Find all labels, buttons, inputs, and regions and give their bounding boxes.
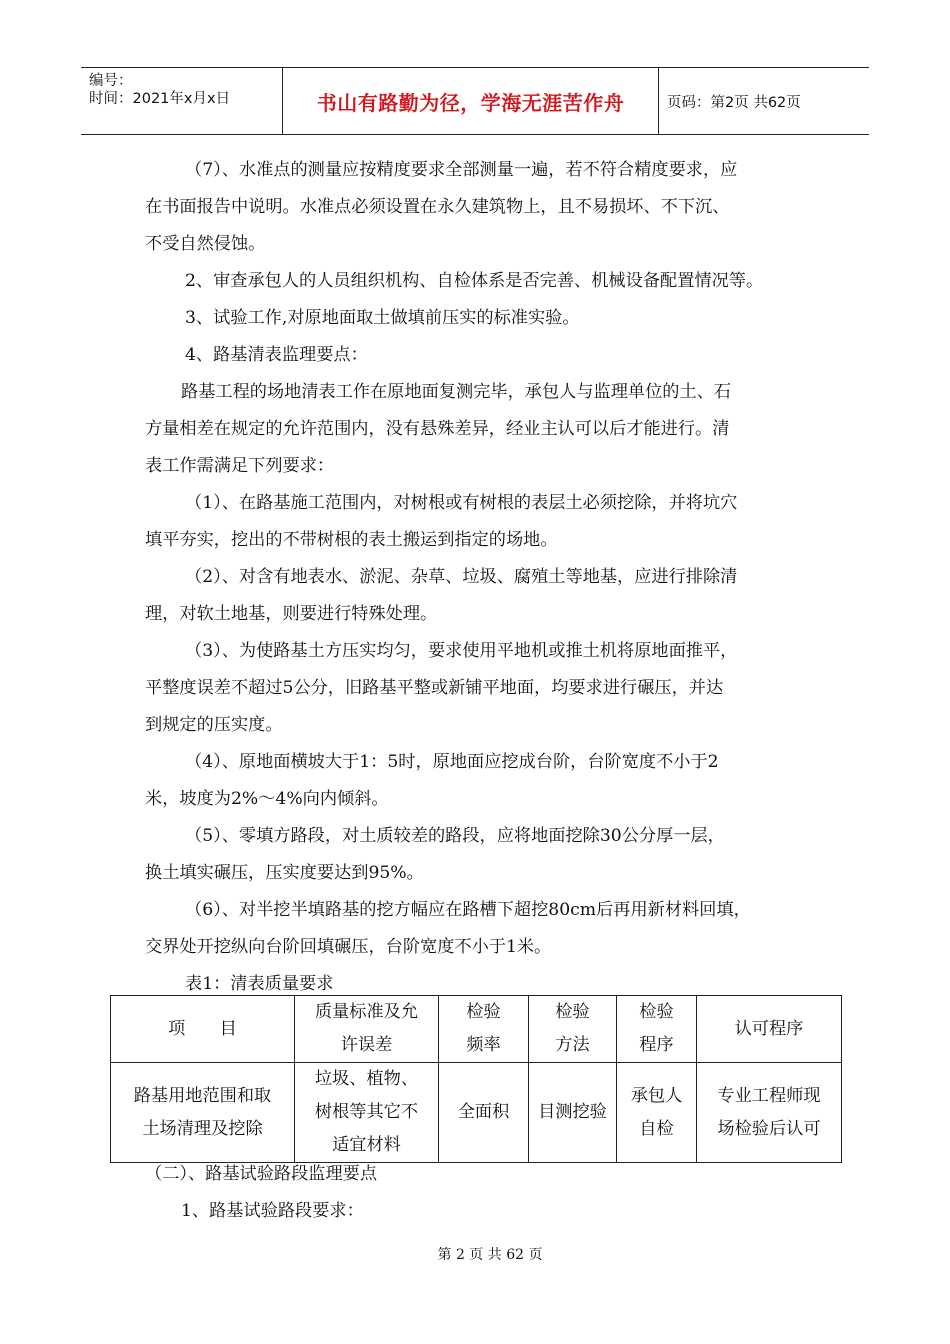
header-cell: 检验 程序: [617, 996, 697, 1063]
header-cell: 检验 方法: [529, 996, 617, 1063]
page-header: [81, 67, 869, 135]
body-text: [145, 152, 817, 1003]
paragraph-line: （5）、零填方路段，对土质较差的路段，应将地面挖除30公分厚一层，: [185, 826, 725, 846]
time-label: 时间：2021年x月x日: [89, 91, 231, 107]
paragraph-line: （6）、对半挖半填路基的挖方幅应在路槽下超挖80cm后再用新材料回填，: [185, 900, 751, 920]
table-cell: 承包人 自检: [617, 1063, 697, 1163]
page-footer: 第 2 页 共 62 页: [437, 1247, 543, 1263]
table-cell: 专业工程师现 场检验后认可: [697, 1063, 842, 1163]
header-cell: 认可程序: [697, 996, 842, 1063]
table-caption: 表1：清表质量要求: [185, 974, 334, 994]
paragraph-line: （1）、在路基施工范围内，对树根或有树根的表层土必须挖除，并将坑穴: [185, 493, 738, 513]
header-meta: [81, 68, 283, 134]
paragraph-line: 在书面报告中说明。水准点必须设置在永久建筑物上，且不易损坏、不下沉、: [145, 197, 730, 217]
table-cell: 路基用地范围和取 土场清理及挖除: [111, 1063, 295, 1163]
paragraph-line: 1、路基试验路段要求：: [181, 1201, 364, 1221]
paragraph-line: 3、试验工作,对原地面取土做填前压实的标准实验。: [185, 308, 580, 328]
paragraph-line: 4、路基清表监理要点：: [185, 345, 368, 365]
paragraph-line: 到规定的压实度。: [145, 715, 283, 735]
paragraph-line: 路基工程的场地清表工作在原地面复测完毕，承包人与监理单位的土、石: [181, 382, 732, 402]
paragraph-line: 交界处开挖纵向台阶回填碾压，台阶宽度不小于1米。: [145, 937, 552, 957]
header-cell: 质量标准及允 许误差: [295, 996, 439, 1063]
table-row: [111, 1063, 842, 1163]
header-page-info: 页码：第2页 共62页: [667, 94, 801, 111]
quality-table: [110, 995, 842, 1163]
paragraph-line: 表工作需满足下列要求：: [145, 456, 335, 476]
table-cell: 目测挖验: [529, 1063, 617, 1163]
table-cell: 垃圾、植物、 树根等其它不 适宜材料: [295, 1063, 439, 1163]
header-cell: 项 目: [111, 996, 295, 1063]
paragraph-line: 不受自然侵蚀。: [145, 234, 266, 254]
paragraph-line: 理，对软土地基，则要进行特殊处理。: [145, 604, 438, 624]
paragraph-line: 填平夯实，挖出的不带树根的表土搬运到指定的场地。: [145, 530, 558, 550]
header-motto: 书山有路勤为径，学海无涯苦作舟: [283, 68, 659, 134]
paragraph-line: 米，坡度为2%～4%向内倾斜。: [145, 789, 389, 809]
paragraph-line: （2）、对含有地表水、淤泥、杂草、垃圾、腐殖土等地基，应进行排除清: [185, 567, 738, 587]
table-header-row: [111, 996, 842, 1063]
paragraph-line: （7）、水准点的测量应按精度要求全部测量一遍，若不符合精度要求，应: [185, 160, 738, 180]
header-cell: 检验 频率: [439, 996, 529, 1063]
paragraph-line: 换土填实碾压，压实度要达到95%。: [145, 863, 424, 883]
paragraph-line: 平整度误差不超过5公分，旧路基平整或新铺平地面，均要求进行碾压，并达: [145, 678, 724, 698]
paragraph-line: （4）、原地面横坡大于1：5时，原地面应挖成台阶，台阶宽度不小于2: [185, 752, 719, 772]
paragraph-line: 方量相差在规定的允许范围内，没有悬殊差异，经业主认可以后才能进行。清: [145, 419, 730, 439]
paragraph-line: （3）、为使路基土方压实均匀，要求使用平地机或推土机将原地面推平，: [185, 641, 738, 661]
paragraph-line: 2、审查承包人的人员组织机构、自检体系是否完善、机械设备配置情况等。: [185, 271, 764, 291]
table-cell: 全面积: [439, 1063, 529, 1163]
section-heading: （二）、路基试验路段监理要点: [145, 1164, 378, 1184]
serial-label: 编号：: [89, 73, 133, 89]
